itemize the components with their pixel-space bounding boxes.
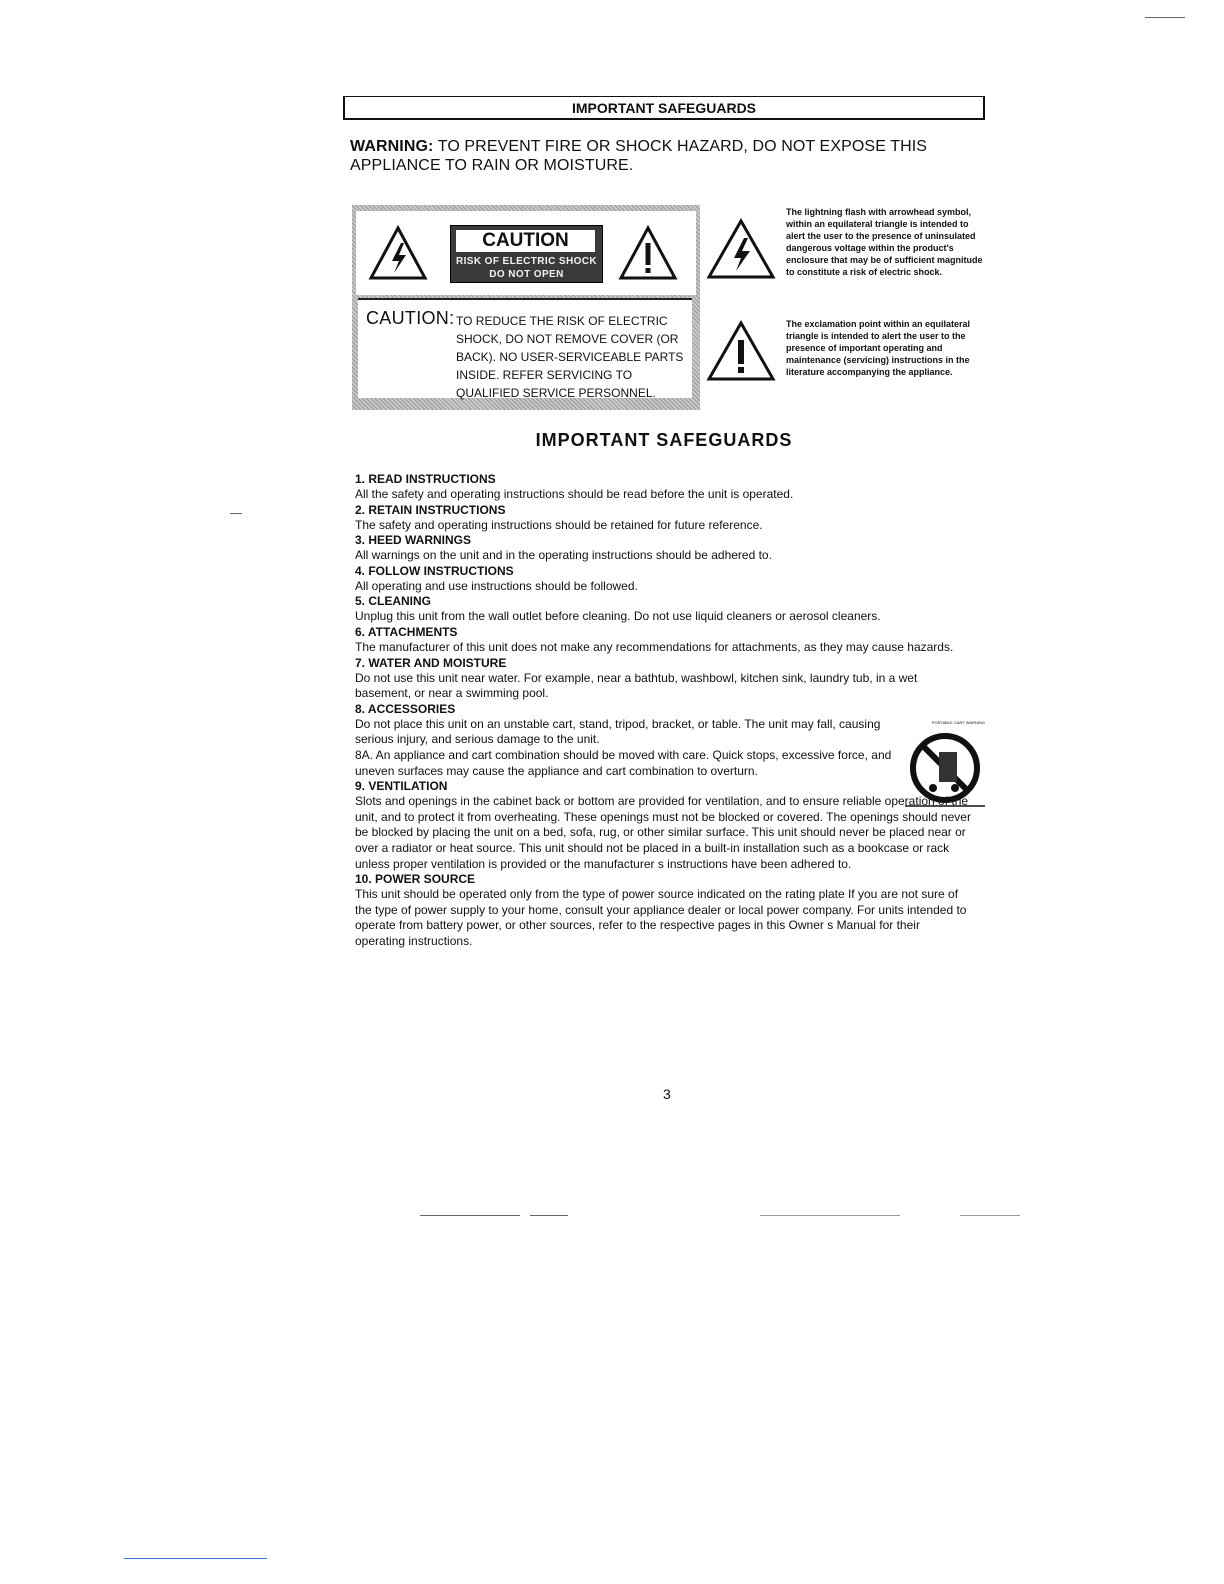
header-title-box	[343, 96, 985, 120]
cart-warning-caption: PORTABLE CART WARNING	[931, 720, 985, 725]
caution-label-panel	[352, 205, 700, 410]
lightning-triangle-icon	[368, 225, 428, 281]
warning-text: TO PREVENT FIRE OR SHOCK HAZARD, DO NOT EXPOSE THIS APPLIANCE TO RAIN OR MOISTURE.	[350, 138, 928, 174]
caution-badge	[450, 225, 603, 283]
warning-notice	[350, 137, 970, 175]
scan-mark	[1145, 17, 1185, 18]
section-heading: 7. WATER AND MOISTURE	[355, 655, 507, 670]
caution-text: TO REDUCE THE RISK OF ELECTRIC SHOCK, DO NOT REMOVE COVER (OR BACK). NO USER-SERVICEABLE PARTS INSIDE. REFER SERVICING TO QUALIFIED SERVICE PERSONNEL.	[456, 314, 684, 400]
section-heading: 9. VENTILATION	[355, 779, 448, 794]
lightning-symbol-explanation: The lightning flash with arrowhead symbol, within an equilateral triangle is intended to alert the user to the presence of uninsulated dangerous voltage within the product's enclosure that may be of sufficient magnitude to constitute a risk of electric shock.	[786, 207, 983, 277]
section-body: Unplug this unit from the wall outlet before cleaning. Do not use liquid cleaners or aerosol cleaners.	[355, 609, 881, 624]
exclamation-triangle-icon	[706, 320, 776, 382]
portable-cart-warning-icon	[905, 728, 985, 808]
section-heading: 6. ATTACHMENTS	[355, 624, 458, 639]
section-body: The manufacturer of this unit does not make any recommendations for attachments, as they may cause hazards.	[355, 639, 954, 654]
safeguards-list	[355, 472, 973, 949]
caution-panel-bottom	[358, 298, 692, 398]
caution-badge-word: CAUTION	[456, 230, 595, 252]
section-body: 8A. An appliance and cart combination should be moved with care. Quick stops, excessive force, and uneven surfaces may cause the appliance and cart combination to overturn.	[355, 747, 892, 778]
section-body: All operating and use instructions should be followed.	[355, 578, 638, 593]
caution-badge-line2: DO NOT OPEN	[489, 269, 564, 280]
section-heading: 2. RETAIN INSTRUCTIONS	[355, 502, 506, 517]
page-number: 3	[663, 1086, 671, 1102]
section-heading: 4. FOLLOW INSTRUCTIONS	[355, 563, 514, 578]
section-body: The safety and operating instructions should be retained for future reference.	[355, 517, 763, 532]
section-heading: 10. POWER SOURCE	[355, 872, 476, 887]
section-heading: 3. HEED WARNINGS	[355, 533, 472, 548]
section-body: Do not place this unit on an unstable cart, stand, tripod, bracket, or table. The unit may fall, causing serious injury, and serious damage to the unit.	[355, 716, 881, 747]
section-heading: 1. READ INSTRUCTIONS	[355, 472, 496, 486]
section-body: All the safety and operating instructions should be read before the unit is operated.	[355, 487, 794, 501]
scan-mark	[960, 1215, 1020, 1216]
section-body: This unit should be operated only from the type of power source indicated on the rating plate If you are not sure of the type of power supply to your home, consult your appliance dealer or local power company. For units intended to operate from battery power, or other sources, refer to the respective pages in this Owner s Manual for their operating instructions.	[355, 887, 967, 948]
section-body: All warnings on the unit and in the operating instructions should be adhered to.	[355, 548, 772, 563]
section-heading: 5. CLEANING	[355, 594, 432, 609]
lightning-triangle-icon	[706, 218, 776, 280]
scan-mark	[530, 1215, 568, 1216]
exclamation-triangle-icon	[618, 225, 678, 281]
scan-mark	[420, 1215, 520, 1216]
section-heading: 8. ACCESSORIES	[355, 701, 456, 716]
header-title: IMPORTANT SAFEGUARDS	[571, 100, 757, 116]
section-body: Do not use this unit near water. For example, near a bathtub, washbowl, kitchen sink, laundry tub, in a wet basement, or near a swimming pool.	[355, 670, 918, 701]
section-body: Slots and openings in the cabinet back or bottom are provided for ventilation, and to ensure reliable operation of the unit, and to protect it from overheating. These openings must not be blocked or covered. The openings should never be blocked by placing the unit on a bed, sofa, rug, or other similar surface. This unit should never be placed near or over a radiator or heat source. This unit should not be placed in a built-in installation such as a bookcase or rack unless proper ventilation is provided or the manufacturer s instructions have been adhered to.	[355, 794, 971, 871]
caution-badge-line1: RISK OF ELECTRIC SHOCK	[455, 256, 598, 267]
exclamation-symbol-explanation: The exclamation point within an equilateral triangle is intended to alert the user to the presence of important operating and maintenance (servicing) instructions in the literature accompanying the appliance.	[786, 319, 971, 377]
caution-label: CAUTION:	[366, 308, 455, 328]
caution-panel-top	[356, 211, 696, 295]
warning-label: WARNING:	[350, 138, 434, 155]
scan-mark	[760, 1215, 900, 1216]
scan-mark	[230, 513, 242, 514]
page-title: IMPORTANT SAFEGUARDS	[535, 430, 793, 450]
scan-mark	[124, 1558, 267, 1559]
